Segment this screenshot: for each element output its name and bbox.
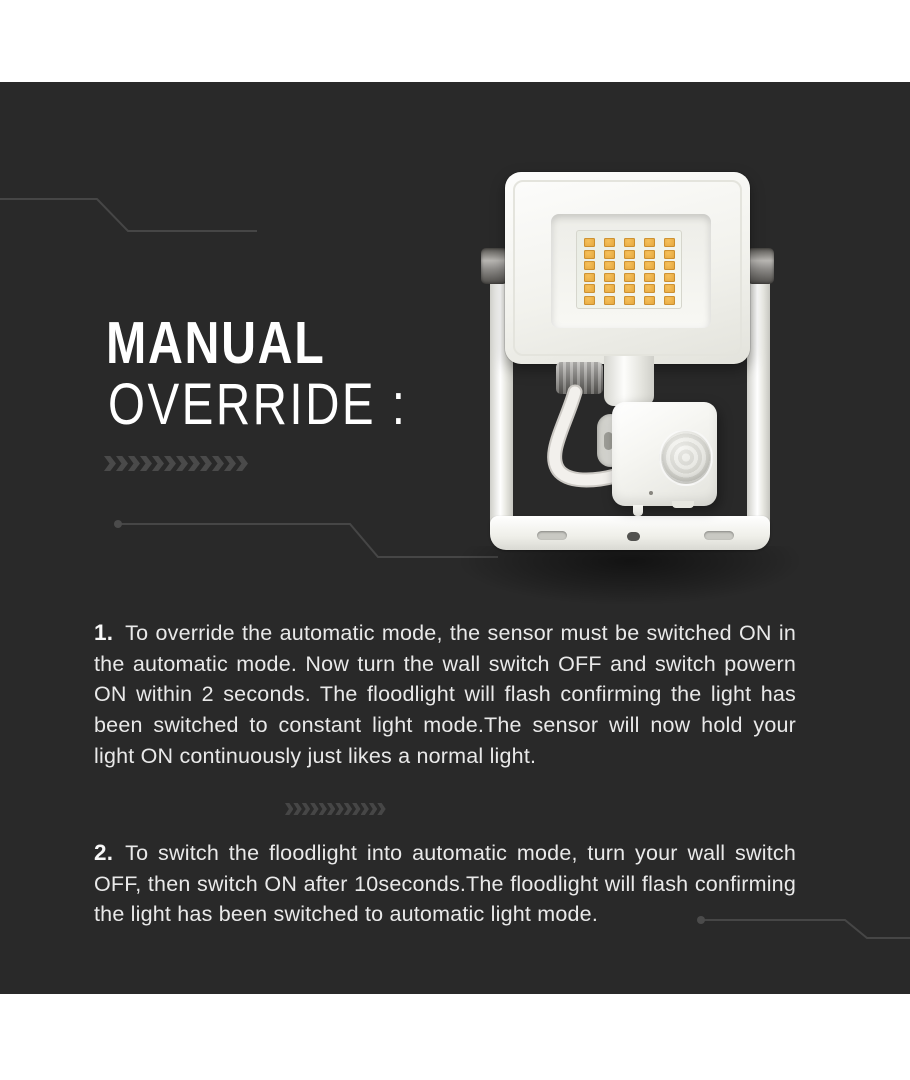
mounting-slot-right <box>704 531 734 540</box>
led-chip <box>624 284 635 293</box>
bracket-arm-right <box>747 260 770 530</box>
page-subtitle: OVERRIDE : <box>108 372 408 437</box>
chevron-icon <box>377 803 385 815</box>
chevron-icon <box>236 456 248 471</box>
chevron-icon <box>116 456 128 471</box>
sensor-bottom-notch <box>672 501 694 508</box>
chevron-icon <box>310 803 318 815</box>
chevron-row-title <box>104 456 248 471</box>
led-chip <box>664 284 675 293</box>
chevron-icon <box>361 803 369 815</box>
cable-gland <box>556 362 603 394</box>
step-2-text: To switch the floodlight into automatic mode, turn your wall switch OFF, then switch ON after 10seconds.The floodlight will flash confirming the light has been switched to automatic light mode. <box>94 841 796 927</box>
chevron-icon <box>128 456 140 471</box>
led-chip <box>664 261 675 270</box>
led-chip <box>604 238 615 247</box>
chevron-icon <box>352 803 360 815</box>
chevron-icon <box>293 803 301 815</box>
led-chip <box>644 273 655 282</box>
step-2-number: 2. <box>94 840 114 865</box>
chevron-icon <box>302 803 310 815</box>
pivot-bolt-left <box>481 248 508 284</box>
led-chip <box>644 261 655 270</box>
pir-sensor-lens <box>659 429 713 486</box>
led-chip <box>584 284 595 293</box>
step-2 <box>94 838 796 930</box>
led-chip <box>664 273 675 282</box>
led-chip <box>644 250 655 259</box>
led-chip <box>584 261 595 270</box>
led-chip <box>604 261 615 270</box>
led-chip <box>644 296 655 305</box>
mounting-slot-left <box>537 531 567 540</box>
led-chip <box>664 250 675 259</box>
step-1-text: To override the automatic mode, the sensor must be switched ON in the automatic mode. Now turn the wall switch OFF and switch powern ON within 2 seconds. The floodlight will flash confirming the light has been switched to constant light mode.The sensor will now hold your light ON continuously just likes a normal light. <box>94 621 796 768</box>
chevron-icon <box>140 456 152 471</box>
led-chip <box>584 273 595 282</box>
chevron-icon <box>369 803 377 815</box>
pivot-bolt-right <box>747 248 774 284</box>
page-title: MANUAL <box>106 310 326 376</box>
chevron-icon <box>344 803 352 815</box>
chevron-icon <box>200 456 212 471</box>
chevron-icon <box>104 456 116 471</box>
led-chip <box>624 250 635 259</box>
step-1-number: 1. <box>94 620 114 645</box>
led-panel <box>576 230 682 309</box>
chevron-icon <box>327 803 335 815</box>
led-chip <box>604 273 615 282</box>
led-chip <box>624 273 635 282</box>
led-chip <box>664 296 675 305</box>
led-chip <box>644 238 655 247</box>
sensor-stem <box>604 356 654 406</box>
led-chip <box>584 238 595 247</box>
chevron-icon <box>152 456 164 471</box>
led-chip <box>584 250 595 259</box>
led-chip <box>624 261 635 270</box>
chevron-icon <box>224 456 236 471</box>
led-chip <box>584 296 595 305</box>
led-chip <box>624 296 635 305</box>
chevron-icon <box>176 456 188 471</box>
led-chip <box>604 250 615 259</box>
mounting-hole-center <box>627 532 640 541</box>
led-chip <box>604 296 615 305</box>
chevron-icon <box>212 456 224 471</box>
chevron-icon <box>335 803 343 815</box>
chevron-icon <box>164 456 176 471</box>
chevron-icon <box>319 803 327 815</box>
chevron-row-divider <box>285 803 386 815</box>
led-chip <box>624 238 635 247</box>
product-shadow <box>455 546 805 606</box>
led-chip <box>644 284 655 293</box>
chevron-icon <box>285 803 293 815</box>
led-chip <box>664 238 675 247</box>
led-chip <box>604 284 615 293</box>
chevron-icon <box>188 456 200 471</box>
sensor-drip-tab <box>633 505 643 516</box>
step-1 <box>94 618 796 772</box>
sensor-screw-dot <box>649 491 653 495</box>
